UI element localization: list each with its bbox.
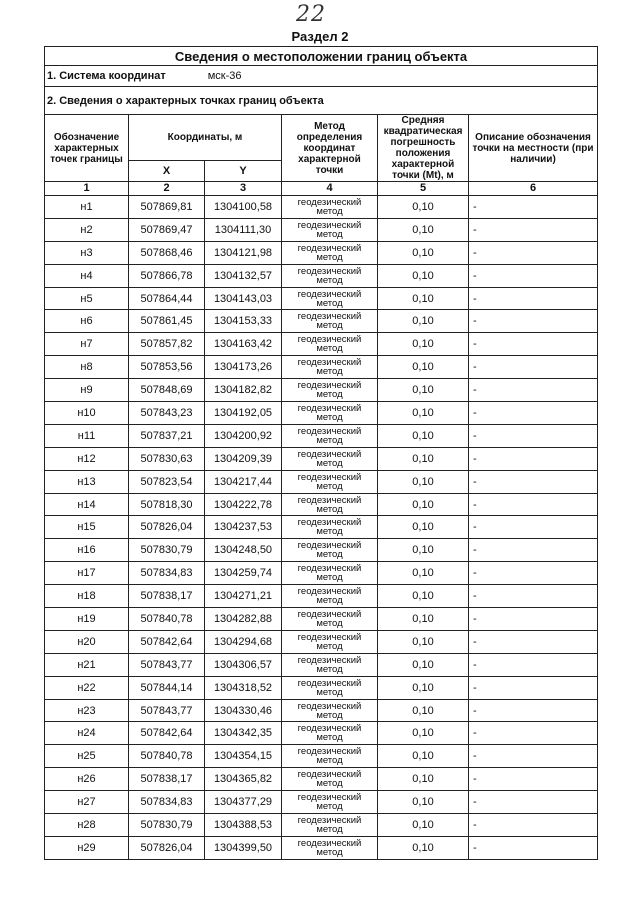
table-row bbox=[45, 241, 598, 264]
description-cell: - bbox=[469, 722, 598, 745]
y-coordinate-cell: 1304173,26 bbox=[205, 356, 282, 379]
table-title: Сведения о местоположении границ объекта bbox=[45, 47, 598, 66]
method-cell: геодезический метод bbox=[282, 470, 378, 493]
point-name-cell: н27 bbox=[45, 791, 129, 814]
coord-system-row bbox=[45, 66, 598, 87]
y-coordinate-cell: 1304377,29 bbox=[205, 791, 282, 814]
table-row bbox=[45, 722, 598, 745]
table-row bbox=[45, 745, 598, 768]
description-cell: - bbox=[469, 608, 598, 631]
accuracy-cell: 0,10 bbox=[378, 356, 469, 379]
column-number: 5 bbox=[378, 182, 469, 196]
y-coordinate-cell: 1304237,53 bbox=[205, 516, 282, 539]
point-name-cell: н18 bbox=[45, 585, 129, 608]
y-coordinate-cell: 1304271,21 bbox=[205, 585, 282, 608]
table-row bbox=[45, 653, 598, 676]
accuracy-cell: 0,10 bbox=[378, 287, 469, 310]
method-cell: геодезический метод bbox=[282, 836, 378, 859]
y-coordinate-cell: 1304100,58 bbox=[205, 196, 282, 219]
table-row bbox=[45, 585, 598, 608]
coord-system-cell bbox=[45, 66, 598, 87]
method-cell: геодезический метод bbox=[282, 745, 378, 768]
description-cell: - bbox=[469, 402, 598, 425]
method-cell: геодезический метод bbox=[282, 447, 378, 470]
table-row bbox=[45, 402, 598, 425]
points-heading-row bbox=[45, 87, 598, 115]
description-cell: - bbox=[469, 768, 598, 791]
point-name-cell: н2 bbox=[45, 218, 129, 241]
table-row bbox=[45, 608, 598, 631]
y-coordinate-cell: 1304259,74 bbox=[205, 562, 282, 585]
table-row bbox=[45, 470, 598, 493]
description-cell: - bbox=[469, 791, 598, 814]
y-coordinate-cell: 1304222,78 bbox=[205, 493, 282, 516]
table-row bbox=[45, 196, 598, 219]
point-name-cell: н25 bbox=[45, 745, 129, 768]
x-coordinate-cell: 507843,77 bbox=[129, 653, 205, 676]
y-coordinate-cell: 1304354,15 bbox=[205, 745, 282, 768]
y-coordinate-cell: 1304209,39 bbox=[205, 447, 282, 470]
accuracy-cell: 0,10 bbox=[378, 196, 469, 219]
x-coordinate-cell: 507837,21 bbox=[129, 424, 205, 447]
x-coordinate-cell: 507861,45 bbox=[129, 310, 205, 333]
table-row bbox=[45, 516, 598, 539]
accuracy-cell: 0,10 bbox=[378, 402, 469, 425]
method-cell: геодезический метод bbox=[282, 676, 378, 699]
x-coordinate-cell: 507866,78 bbox=[129, 264, 205, 287]
coord-system-value: мск-36 bbox=[207, 70, 242, 82]
method-cell: геодезический метод bbox=[282, 310, 378, 333]
point-name-cell: н10 bbox=[45, 402, 129, 425]
y-coordinate-cell: 1304192,05 bbox=[205, 402, 282, 425]
x-coordinate-cell: 507830,79 bbox=[129, 539, 205, 562]
y-coordinate-cell: 1304111,30 bbox=[205, 218, 282, 241]
point-name-cell: н5 bbox=[45, 287, 129, 310]
point-name-cell: н28 bbox=[45, 814, 129, 837]
point-name-cell: н11 bbox=[45, 424, 129, 447]
point-name-cell: н13 bbox=[45, 470, 129, 493]
method-cell: геодезический метод bbox=[282, 539, 378, 562]
description-cell: - bbox=[469, 493, 598, 516]
accuracy-cell: 0,10 bbox=[378, 218, 469, 241]
y-coordinate-cell: 1304132,57 bbox=[205, 264, 282, 287]
accuracy-cell: 0,10 bbox=[378, 814, 469, 837]
method-cell: геодезический метод bbox=[282, 241, 378, 264]
description-cell: - bbox=[469, 630, 598, 653]
boundary-points-table bbox=[44, 46, 598, 860]
column-numbers-row bbox=[45, 182, 598, 196]
accuracy-cell: 0,10 bbox=[378, 310, 469, 333]
header-x: X bbox=[129, 161, 205, 182]
column-number: 4 bbox=[282, 182, 378, 196]
y-coordinate-cell: 1304306,57 bbox=[205, 653, 282, 676]
method-cell: геодезический метод bbox=[282, 333, 378, 356]
accuracy-cell: 0,10 bbox=[378, 585, 469, 608]
point-name-cell: н15 bbox=[45, 516, 129, 539]
method-cell: геодезический метод bbox=[282, 630, 378, 653]
description-cell: - bbox=[469, 539, 598, 562]
description-cell: - bbox=[469, 585, 598, 608]
point-name-cell: н20 bbox=[45, 630, 129, 653]
y-coordinate-cell: 1304200,92 bbox=[205, 424, 282, 447]
accuracy-cell: 0,10 bbox=[378, 699, 469, 722]
point-name-cell: н26 bbox=[45, 768, 129, 791]
x-coordinate-cell: 507869,47 bbox=[129, 218, 205, 241]
description-cell: - bbox=[469, 814, 598, 837]
method-cell: геодезический метод bbox=[282, 562, 378, 585]
point-name-cell: н16 bbox=[45, 539, 129, 562]
y-coordinate-cell: 1304388,53 bbox=[205, 814, 282, 837]
coord-system-label: 1. Система координат bbox=[47, 70, 166, 82]
description-cell: - bbox=[469, 516, 598, 539]
method-cell: геодезический метод bbox=[282, 379, 378, 402]
description-cell: - bbox=[469, 562, 598, 585]
y-coordinate-cell: 1304163,42 bbox=[205, 333, 282, 356]
header-y: Y bbox=[205, 161, 282, 182]
y-coordinate-cell: 1304217,44 bbox=[205, 470, 282, 493]
x-coordinate-cell: 507844,14 bbox=[129, 676, 205, 699]
section-title: Раздел 2 bbox=[291, 29, 349, 44]
x-coordinate-cell: 507864,44 bbox=[129, 287, 205, 310]
table-row bbox=[45, 539, 598, 562]
method-cell: геодезический метод bbox=[282, 196, 378, 219]
points-heading: 2. Сведения о характерных точках границ объекта bbox=[45, 87, 598, 115]
column-number: 3 bbox=[205, 182, 282, 196]
method-cell: геодезический метод bbox=[282, 264, 378, 287]
accuracy-cell: 0,10 bbox=[378, 836, 469, 859]
y-coordinate-cell: 1304282,88 bbox=[205, 608, 282, 631]
x-coordinate-cell: 507826,04 bbox=[129, 836, 205, 859]
description-cell: - bbox=[469, 196, 598, 219]
method-cell: геодезический метод bbox=[282, 424, 378, 447]
x-coordinate-cell: 507834,83 bbox=[129, 562, 205, 585]
accuracy-cell: 0,10 bbox=[378, 630, 469, 653]
header-point: Обозначение характерных точек границы bbox=[45, 115, 129, 182]
accuracy-cell: 0,10 bbox=[378, 493, 469, 516]
y-coordinate-cell: 1304182,82 bbox=[205, 379, 282, 402]
y-coordinate-cell: 1304330,46 bbox=[205, 699, 282, 722]
y-coordinate-cell: 1304121,98 bbox=[205, 241, 282, 264]
table-row bbox=[45, 310, 598, 333]
method-cell: геодезический метод bbox=[282, 516, 378, 539]
header-row bbox=[45, 115, 598, 161]
x-coordinate-cell: 507853,56 bbox=[129, 356, 205, 379]
y-coordinate-cell: 1304143,03 bbox=[205, 287, 282, 310]
table-row bbox=[45, 333, 598, 356]
page-number: 22 bbox=[296, 2, 326, 27]
point-name-cell: н23 bbox=[45, 699, 129, 722]
accuracy-cell: 0,10 bbox=[378, 676, 469, 699]
point-name-cell: н29 bbox=[45, 836, 129, 859]
point-name-cell: н22 bbox=[45, 676, 129, 699]
table-row bbox=[45, 768, 598, 791]
x-coordinate-cell: 507826,04 bbox=[129, 516, 205, 539]
accuracy-cell: 0,10 bbox=[378, 516, 469, 539]
table-row bbox=[45, 218, 598, 241]
method-cell: геодезический метод bbox=[282, 653, 378, 676]
point-name-cell: н7 bbox=[45, 333, 129, 356]
x-coordinate-cell: 507842,64 bbox=[129, 630, 205, 653]
point-name-cell: н12 bbox=[45, 447, 129, 470]
table-row bbox=[45, 814, 598, 837]
column-number: 6 bbox=[469, 182, 598, 196]
description-cell: - bbox=[469, 470, 598, 493]
x-coordinate-cell: 507842,64 bbox=[129, 722, 205, 745]
accuracy-cell: 0,10 bbox=[378, 722, 469, 745]
table-row bbox=[45, 424, 598, 447]
accuracy-cell: 0,10 bbox=[378, 608, 469, 631]
accuracy-cell: 0,10 bbox=[378, 768, 469, 791]
description-cell: - bbox=[469, 699, 598, 722]
method-cell: геодезический метод bbox=[282, 722, 378, 745]
method-cell: геодезический метод bbox=[282, 608, 378, 631]
accuracy-cell: 0,10 bbox=[378, 653, 469, 676]
accuracy-cell: 0,10 bbox=[378, 424, 469, 447]
table-row bbox=[45, 676, 598, 699]
column-number: 2 bbox=[129, 182, 205, 196]
table-row bbox=[45, 447, 598, 470]
point-name-cell: н6 bbox=[45, 310, 129, 333]
x-coordinate-cell: 507843,23 bbox=[129, 402, 205, 425]
table-row bbox=[45, 264, 598, 287]
y-coordinate-cell: 1304342,35 bbox=[205, 722, 282, 745]
description-cell: - bbox=[469, 836, 598, 859]
description-cell: - bbox=[469, 264, 598, 287]
method-cell: геодезический метод bbox=[282, 287, 378, 310]
table-title-row bbox=[45, 47, 598, 66]
accuracy-cell: 0,10 bbox=[378, 379, 469, 402]
y-coordinate-cell: 1304294,68 bbox=[205, 630, 282, 653]
y-coordinate-cell: 1304399,50 bbox=[205, 836, 282, 859]
x-coordinate-cell: 507834,83 bbox=[129, 791, 205, 814]
table-row bbox=[45, 791, 598, 814]
table-row bbox=[45, 699, 598, 722]
x-coordinate-cell: 507840,78 bbox=[129, 745, 205, 768]
x-coordinate-cell: 507830,63 bbox=[129, 447, 205, 470]
point-name-cell: н3 bbox=[45, 241, 129, 264]
description-cell: - bbox=[469, 653, 598, 676]
header-accuracy: Средняя квадратическая погрешность положения характерной точки (Mt), м bbox=[378, 115, 469, 182]
table-row bbox=[45, 562, 598, 585]
description-cell: - bbox=[469, 379, 598, 402]
x-coordinate-cell: 507868,46 bbox=[129, 241, 205, 264]
x-coordinate-cell: 507857,82 bbox=[129, 333, 205, 356]
description-cell: - bbox=[469, 745, 598, 768]
header-method: Метод определения координат характерной точки bbox=[282, 115, 378, 182]
table-row bbox=[45, 287, 598, 310]
point-name-cell: н19 bbox=[45, 608, 129, 631]
table-row bbox=[45, 379, 598, 402]
accuracy-cell: 0,10 bbox=[378, 447, 469, 470]
point-name-cell: н1 bbox=[45, 196, 129, 219]
header-coords: Координаты, м bbox=[129, 115, 282, 161]
method-cell: геодезический метод bbox=[282, 791, 378, 814]
table-row bbox=[45, 836, 598, 859]
accuracy-cell: 0,10 bbox=[378, 264, 469, 287]
point-name-cell: н21 bbox=[45, 653, 129, 676]
description-cell: - bbox=[469, 310, 598, 333]
x-coordinate-cell: 507843,77 bbox=[129, 699, 205, 722]
x-coordinate-cell: 507848,69 bbox=[129, 379, 205, 402]
description-cell: - bbox=[469, 333, 598, 356]
method-cell: геодезический метод bbox=[282, 814, 378, 837]
point-name-cell: н9 bbox=[45, 379, 129, 402]
y-coordinate-cell: 1304248,50 bbox=[205, 539, 282, 562]
accuracy-cell: 0,10 bbox=[378, 333, 469, 356]
point-name-cell: н14 bbox=[45, 493, 129, 516]
description-cell: - bbox=[469, 241, 598, 264]
y-coordinate-cell: 1304365,82 bbox=[205, 768, 282, 791]
method-cell: геодезический метод bbox=[282, 402, 378, 425]
accuracy-cell: 0,10 bbox=[378, 470, 469, 493]
y-coordinate-cell: 1304153,33 bbox=[205, 310, 282, 333]
table-row bbox=[45, 630, 598, 653]
point-name-cell: н24 bbox=[45, 722, 129, 745]
description-cell: - bbox=[469, 287, 598, 310]
x-coordinate-cell: 507818,30 bbox=[129, 493, 205, 516]
x-coordinate-cell: 507838,17 bbox=[129, 585, 205, 608]
header-description: Описание обозначения точки на местности (при наличии) bbox=[469, 115, 598, 182]
y-coordinate-cell: 1304318,52 bbox=[205, 676, 282, 699]
x-coordinate-cell: 507838,17 bbox=[129, 768, 205, 791]
point-name-cell: н17 bbox=[45, 562, 129, 585]
method-cell: геодезический метод bbox=[282, 218, 378, 241]
x-coordinate-cell: 507869,81 bbox=[129, 196, 205, 219]
description-cell: - bbox=[469, 218, 598, 241]
point-name-cell: н8 bbox=[45, 356, 129, 379]
accuracy-cell: 0,10 bbox=[378, 241, 469, 264]
column-number: 1 bbox=[45, 182, 129, 196]
accuracy-cell: 0,10 bbox=[378, 562, 469, 585]
description-cell: - bbox=[469, 356, 598, 379]
accuracy-cell: 0,10 bbox=[378, 745, 469, 768]
table-row bbox=[45, 493, 598, 516]
description-cell: - bbox=[469, 424, 598, 447]
method-cell: геодезический метод bbox=[282, 493, 378, 516]
accuracy-cell: 0,10 bbox=[378, 539, 469, 562]
description-cell: - bbox=[469, 447, 598, 470]
method-cell: геодезический метод bbox=[282, 585, 378, 608]
point-name-cell: н4 bbox=[45, 264, 129, 287]
x-coordinate-cell: 507830,79 bbox=[129, 814, 205, 837]
x-coordinate-cell: 507840,78 bbox=[129, 608, 205, 631]
method-cell: геодезический метод bbox=[282, 699, 378, 722]
table-row bbox=[45, 356, 598, 379]
method-cell: геодезический метод bbox=[282, 768, 378, 791]
description-cell: - bbox=[469, 676, 598, 699]
x-coordinate-cell: 507823,54 bbox=[129, 470, 205, 493]
accuracy-cell: 0,10 bbox=[378, 791, 469, 814]
method-cell: геодезический метод bbox=[282, 356, 378, 379]
